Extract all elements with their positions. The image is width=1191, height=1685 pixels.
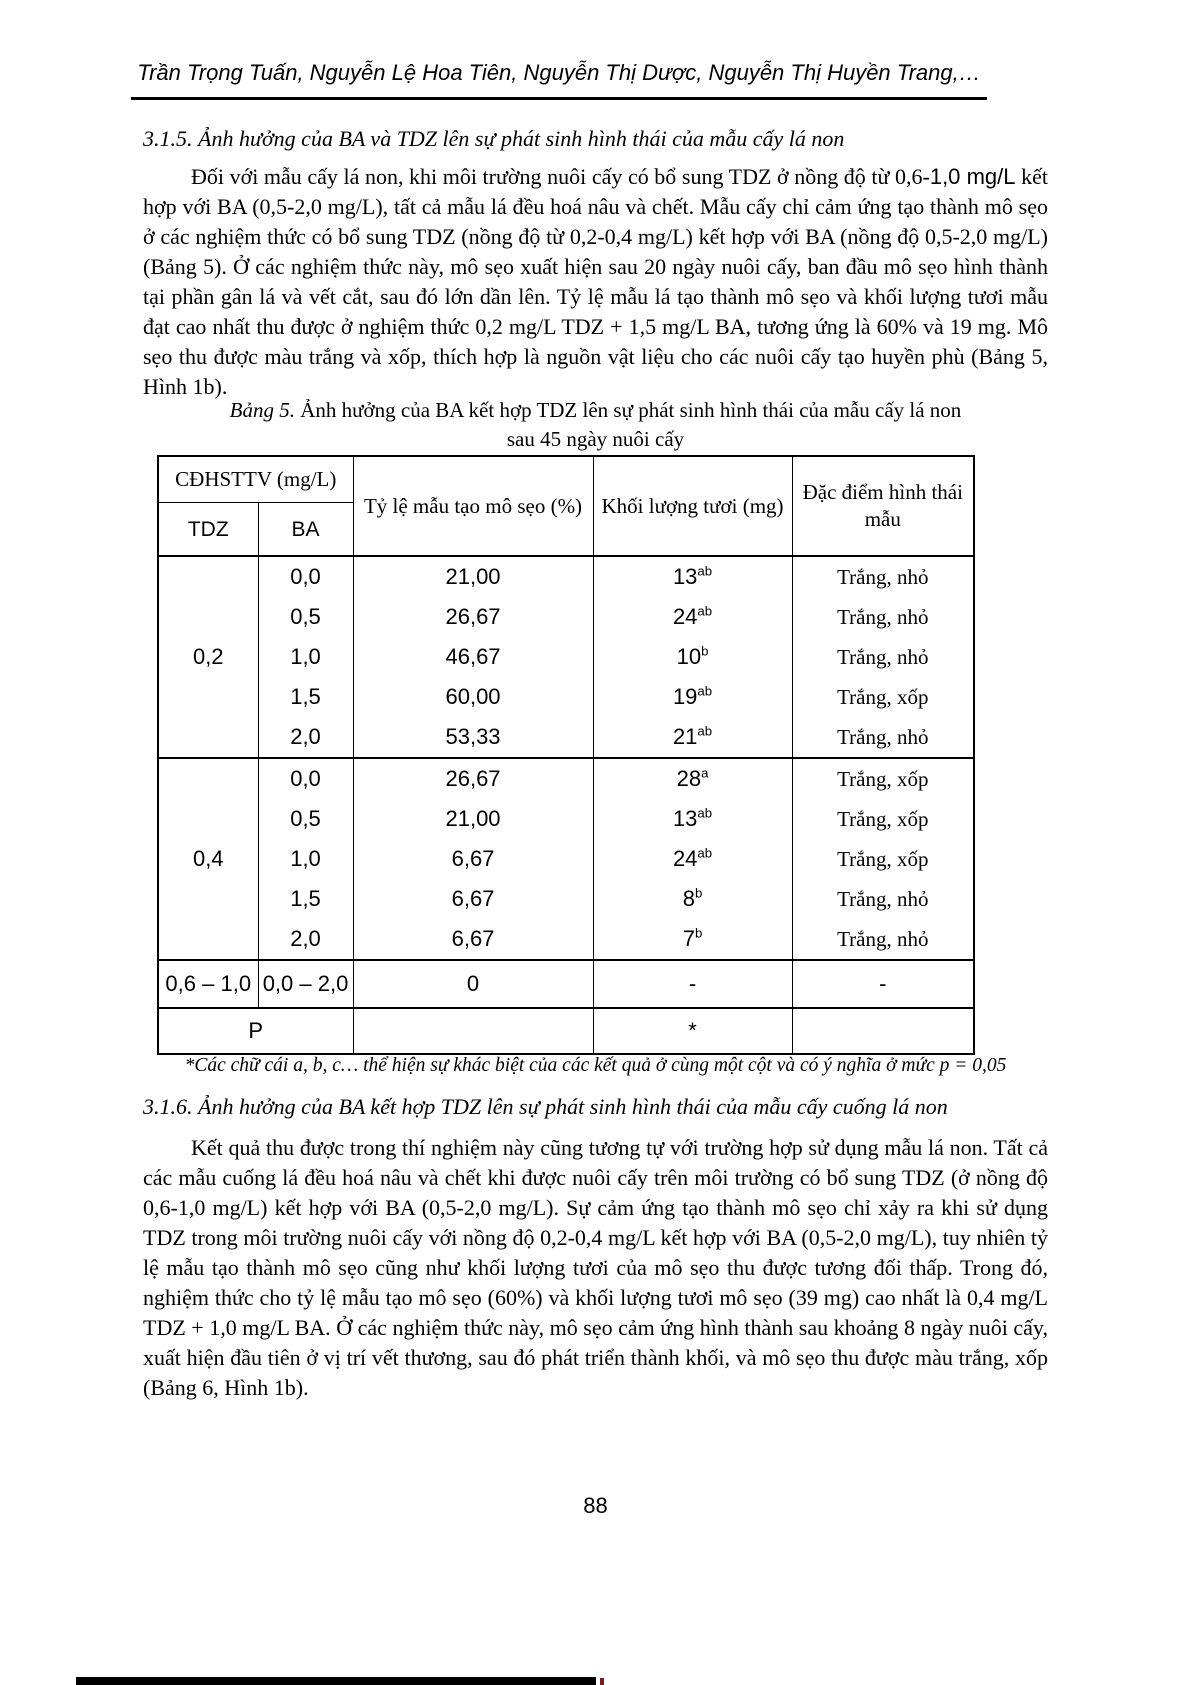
header-cell-cdhsttv: CĐHSTTV (mg/L)	[158, 456, 353, 503]
cell-morpho: Trắng, xốp	[792, 839, 974, 879]
cell-rate: 46,67	[353, 637, 593, 677]
stat-letter: ab	[697, 805, 713, 821]
para-text: Đối với mẫu cấy lá non, khi môi trường nuôi cấy có bổ sung TDZ ở nồng độ từ 0,6-	[191, 164, 930, 189]
cell-ba: 1,0	[258, 839, 353, 879]
cell-tdz: 0,4	[158, 758, 258, 960]
cell-weight	[593, 556, 792, 597]
cell-morpho: Trắng, nhỏ	[792, 556, 974, 597]
stat-letter: ab	[697, 683, 713, 699]
table-row	[158, 556, 974, 597]
table-header-row-1	[158, 456, 974, 503]
stat-letter: b	[701, 643, 709, 659]
cell-ba: 0,0 – 2,0	[258, 960, 353, 1008]
para-text-sans: 1,0 mg/L	[929, 164, 1016, 189]
cell-ba: 1,5	[258, 677, 353, 717]
header-cell-morpho: Đặc điểm hình thái mẫu	[792, 456, 974, 556]
stat-letter: a	[701, 765, 709, 781]
cell-morpho: Trắng, xốp	[792, 677, 974, 717]
header-rule	[131, 97, 987, 100]
cell-weight	[593, 799, 792, 839]
weight-value: 19	[672, 684, 698, 709]
running-header: Trần Trọng Tuấn, Nguyễn Lệ Hoa Tiên, Nguyễn Thị Dược, Nguyễn Thị Huyền Trang,…	[137, 60, 981, 85]
stat-letter: ab	[697, 603, 713, 619]
weight-value: 13	[672, 564, 698, 589]
cell-ba: 0,0	[258, 556, 353, 597]
cell-rate: 26,67	[353, 758, 593, 799]
cell-ba: 0,0	[258, 758, 353, 799]
weight-value: 24	[672, 604, 698, 629]
stat-letter: ab	[697, 723, 713, 739]
stat-letter: b	[694, 885, 703, 901]
weight-value: 10	[676, 644, 702, 669]
table-5	[157, 455, 975, 1055]
cell-ba: 1,5	[258, 879, 353, 919]
table-row	[158, 758, 974, 799]
table-row	[158, 677, 974, 717]
cell-ba: 0,5	[258, 799, 353, 839]
table-caption-text: Ảnh hưởng của BA kết hợp TDZ lên sự phát sinh hình thái của mẫu cấy lá non	[295, 398, 962, 422]
cell-rate: 26,67	[353, 597, 593, 637]
cell-weight	[593, 919, 792, 960]
cell-rate: 6,67	[353, 919, 593, 960]
cell-morpho: Trắng, nhỏ	[792, 879, 974, 919]
table-row	[158, 879, 974, 919]
cell-ba: 2,0	[258, 919, 353, 960]
cell-weight	[593, 717, 792, 758]
table-row	[158, 597, 974, 637]
table-row	[158, 919, 974, 960]
weight-value: 8	[682, 886, 695, 911]
cell-rate: 60,00	[353, 677, 593, 717]
cell-weight: *	[593, 1008, 792, 1054]
table-caption-label: Bảng 5.	[229, 398, 295, 422]
cell-tdz: 0,6 – 1,0	[158, 960, 258, 1008]
cell-rate: 6,67	[353, 839, 593, 879]
page-number: 88	[583, 1493, 608, 1518]
table-caption-line1	[143, 396, 1048, 425]
cell-tdz: 0,2	[158, 556, 258, 758]
weight-value: 7	[682, 926, 695, 951]
cell-morpho: Trắng, xốp	[792, 758, 974, 799]
cell-ba: 1,0	[258, 637, 353, 677]
section-heading-3-1-6: 3.1.6. Ảnh hưởng của BA kết hợp TDZ lên sự phát sinh hình thái của mẫu cấy cuống lá non	[143, 1094, 948, 1119]
cell-weight	[593, 597, 792, 637]
table-caption-line2: sau 45 ngày nuôi cấy	[506, 427, 685, 451]
table-footnote: *Các chữ cái a, b, c… thể hiện sự khác biệt của các kết quả ở cùng một cột và có ý nghĩa ở mức p = 0,05	[184, 1055, 1007, 1076]
stat-letter: ab	[697, 563, 713, 579]
cell-rate: 53,33	[353, 717, 593, 758]
section-heading-3-1-5: 3.1.5. Ảnh hưởng của BA và TDZ lên sự phát sinh hình thái của mẫu cấy lá non	[143, 126, 845, 151]
cell-weight: -	[593, 960, 792, 1008]
cell-rate	[353, 1008, 593, 1054]
paragraph-3-1-5	[143, 162, 1048, 402]
weight-value: 21	[672, 724, 698, 749]
cell-ba: 0,5	[258, 597, 353, 637]
table-row	[158, 637, 974, 677]
paragraph-3-1-6: Kết quả thu được trong thí nghiệm này cũng tương tự với trường hợp sử dụng mẫu lá non. Tất cả các mẫu cuống lá đều hoá nâu và chết khi được nuôi cấy trên môi trường có bổ sung TDZ (ở nồng độ 0,6-1,0 mg/L) kết hợp với BA (0,5-2,0 mg/L). Sự cảm ứng tạo thành mô sẹo chỉ xảy ra khi sử dụng TDZ trong môi trường nuôi cấy với nồng độ 0,2-0,4 mg/L kết hợp với BA (0,5-2,0 mg/L), tuy nhiên tỷ lệ mẫu tạo thành mô sẹo cũng như khối lượng tươi của mô sẹo thu được tương đối thấp. Trong đó, nghiệm thức cho tỷ lệ mẫu tạo mô sẹo (60%) và khối lượng tươi mô sẹo (39 mg) cao nhất là 0,4 mg/L TDZ + 1,0 mg/L BA. Ở các nghiệm thức này, mô sẹo cảm ứng hình thành sau khoảng 8 ngày nuôi cấy, xuất hiện đầu tiên ở vị trí vết thương, sau đó phát triển thành khối, và mô sẹo thu được màu trắng, xốp (Bảng 6, Hình 1b).	[143, 1135, 1048, 1400]
cell-morpho: Trắng, xốp	[792, 799, 974, 839]
header-cell-ba: BA	[258, 503, 353, 557]
weight-value: 13	[672, 806, 698, 831]
cell-morpho: -	[792, 960, 974, 1008]
header-cell-weight: Khối lượng tươi (mg)	[593, 456, 792, 556]
cell-morpho: Trắng, nhỏ	[792, 919, 974, 960]
table-row-p	[158, 1008, 974, 1054]
weight-value: 28	[676, 766, 702, 791]
header-cell-tdz: TDZ	[158, 503, 258, 557]
table-row	[158, 839, 974, 879]
cell-weight	[593, 758, 792, 799]
cell-ba: 2,0	[258, 717, 353, 758]
cell-weight	[593, 637, 792, 677]
cell-morpho	[792, 1008, 974, 1054]
cell-weight	[593, 879, 792, 919]
cell-morpho: Trắng, nhỏ	[792, 597, 974, 637]
table-caption	[143, 396, 1048, 454]
para-text: kết hợp với BA (0,5-2,0 mg/L), tất cả mẫu lá đều hoá nâu và chết. Mẫu cấy chỉ cảm ứng tạo thành mô sẹo ở các nghiệm thức có bổ sung TDZ (nồng độ từ 0,2-0,4 mg/L) kết hợp với BA (nồng độ 0,5-2,0 mg/L) (Bảng 5). Ở các nghiệm thức này, mô sẹo xuất hiện sau 20 ngày nuôi cấy, ban đầu mô sẹo hình thành tại phần gân lá và vết cắt, sau đó lớn dần lên. Tỷ lệ mẫu lá tạo thành mô sẹo và khối lượng tươi mẫu đạt cao nhất thu được ở nghiệm thức 0,2 mg/L TDZ + 1,5 mg/L BA, tương ứng là 60% và 19 mg. Mô sẹo thu được màu trắng và xốp, thích hợp là nguồn vật liệu cho các nuôi cấy tạo huyền phù (Bảng 5, Hình 1b).	[143, 164, 1048, 399]
data-table	[157, 455, 975, 1055]
cell-rate: 6,67	[353, 879, 593, 919]
table-row	[158, 799, 974, 839]
header-cell-rate: Tỷ lệ mẫu tạo mô sẹo (%)	[353, 456, 593, 556]
table-row	[158, 717, 974, 758]
weight-value: 24	[672, 846, 698, 871]
stat-letter: b	[694, 925, 703, 941]
cell-rate: 21,00	[353, 556, 593, 597]
cell-morpho: Trắng, nhỏ	[792, 717, 974, 758]
table-row-range	[158, 960, 974, 1008]
cell-weight	[593, 839, 792, 879]
cell-p-label: P	[158, 1008, 353, 1054]
cell-morpho: Trắng, nhỏ	[792, 637, 974, 677]
cell-rate: 21,00	[353, 799, 593, 839]
footer-bar	[76, 1677, 596, 1685]
cell-rate: 0	[353, 960, 593, 1008]
stat-letter: ab	[697, 845, 713, 861]
cell-weight	[593, 677, 792, 717]
footer-accent-dot	[600, 1678, 604, 1685]
